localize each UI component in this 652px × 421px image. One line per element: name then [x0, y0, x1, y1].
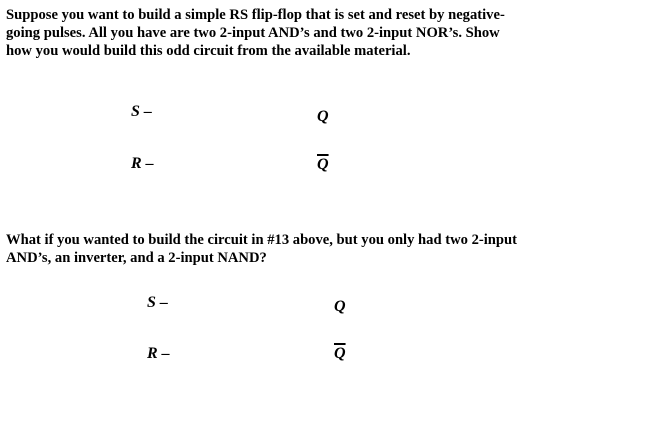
problem-1-q-output-label: Q	[317, 108, 329, 125]
problem-2-text	[6, 231, 517, 267]
problem-1-s-input-label: S –	[131, 103, 152, 120]
problem-2-s-input-label: S –	[147, 294, 168, 311]
problem-1-line-2: going pulses. All you have are two 2-input AND’s and two 2-input NOR’s. Show	[6, 25, 500, 41]
problem-1-text	[6, 6, 505, 60]
problem-1-q-bar-output-label: $\overline{Q}$	[317, 156, 329, 173]
problem-2-line-1: What if you wanted to build the circuit in #13 above, but you only had two 2-input	[6, 232, 518, 248]
problem-1-line-3: how you would build this odd circuit from the available material.	[6, 43, 411, 59]
problem-2-q-bar-output-label: $\overline{Q}$	[334, 345, 346, 362]
problem-1-line-1: Suppose you want to build a simple RS flip-flop that is set and reset by negative-	[6, 7, 505, 23]
problem-1-r-input-label: R –	[131, 155, 154, 172]
problem-2-r-input-label: R –	[147, 345, 170, 362]
problem-2-q-output-label: Q	[334, 298, 346, 315]
problem-2-line-2: AND’s, an inverter, and a 2-input NAND?	[6, 250, 267, 266]
